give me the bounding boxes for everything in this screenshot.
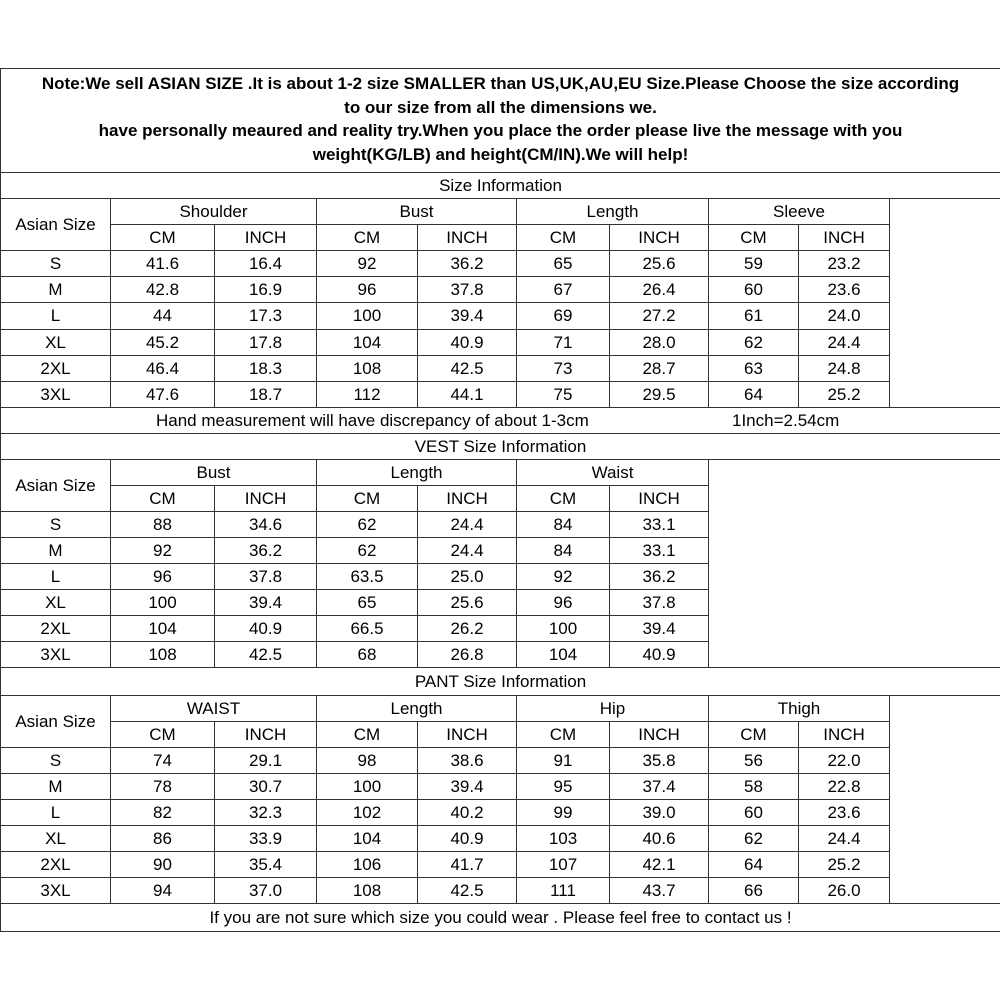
measurement-cell: 37.8 xyxy=(609,589,709,616)
measurement-cell: 108 xyxy=(316,355,418,382)
measurement-cell: 16.9 xyxy=(214,276,317,303)
size-label-cell: M xyxy=(0,537,111,564)
measurement-cell: 25.2 xyxy=(798,851,890,878)
measurement-cell: 107 xyxy=(516,851,610,878)
measurement-cell: 29.1 xyxy=(214,747,317,774)
note-line: Note:We sell ASIAN SIZE .It is about 1-2 size SMALLER than US,UK,AU,EU Size.Please Choose the size according xyxy=(41,74,960,93)
measurement-cell: 102 xyxy=(316,799,418,826)
measurement-cell: 62 xyxy=(708,329,799,356)
size-label-cell: XL xyxy=(0,589,111,616)
unit-header-inch: INCH xyxy=(798,721,890,748)
measure-group-header: Bust xyxy=(110,459,317,486)
measurement-cell: 24.4 xyxy=(798,329,890,356)
measure-group-header: Hip xyxy=(516,695,709,722)
measurement-cell: 35.4 xyxy=(214,851,317,878)
size-label-cell: 2XL xyxy=(0,355,111,382)
empty-area xyxy=(708,459,1000,668)
unit-header-cm: CM xyxy=(110,485,215,512)
size-label-cell: XL xyxy=(0,329,111,356)
section-title: VEST Size Information xyxy=(0,433,1000,460)
size-label-cell: L xyxy=(0,563,111,590)
size-column-header: Asian Size xyxy=(0,695,111,748)
measurement-cell: 108 xyxy=(110,641,215,668)
measurement-cell: 63.5 xyxy=(316,563,418,590)
measurement-cell: 23.2 xyxy=(798,250,890,277)
unit-header-cm: CM xyxy=(708,721,799,748)
measurement-cell: 17.3 xyxy=(214,302,317,330)
measurement-cell: 24.4 xyxy=(417,511,517,538)
measurement-cell: 67 xyxy=(516,276,610,303)
measurement-cell: 100 xyxy=(316,773,418,800)
measurement-cell: 58 xyxy=(708,773,799,800)
measurement-cell: 84 xyxy=(516,511,610,538)
measurement-cell: 92 xyxy=(316,250,418,277)
measurement-cell: 24.4 xyxy=(798,825,890,852)
measurement-cell: 106 xyxy=(316,851,418,878)
measurement-cell: 45.2 xyxy=(110,329,215,356)
size-column-header: Asian Size xyxy=(0,459,111,512)
measurement-cell: 42.5 xyxy=(214,641,317,668)
measurement-cell: 39.4 xyxy=(214,589,317,616)
measurement-cell: 28.0 xyxy=(609,329,709,356)
size-label-cell: L xyxy=(0,799,111,826)
measurement-cell: 28.7 xyxy=(609,355,709,382)
measurement-cell: 39.4 xyxy=(417,773,517,800)
measurement-cell: 29.5 xyxy=(609,381,709,408)
measurement-cell: 36.2 xyxy=(417,250,517,277)
measurement-cell: 60 xyxy=(708,276,799,303)
measurement-cell: 62 xyxy=(316,511,418,538)
measurement-cell: 78 xyxy=(110,773,215,800)
measurement-cell: 60 xyxy=(708,799,799,826)
measurement-cell: 41.6 xyxy=(110,250,215,277)
measurement-cell: 23.6 xyxy=(798,799,890,826)
measurement-cell: 59 xyxy=(708,250,799,277)
unit-header-inch: INCH xyxy=(214,485,317,512)
size-label-cell: XL xyxy=(0,825,111,852)
conversion-note: 1Inch=2.54cm xyxy=(732,410,840,430)
measure-group-header: Thigh xyxy=(708,695,890,722)
unit-header-inch: INCH xyxy=(417,485,517,512)
measurement-cell: 90 xyxy=(110,851,215,878)
measurement-cell: 73 xyxy=(516,355,610,382)
unit-header-inch: INCH xyxy=(798,224,890,251)
measure-group-header: Length xyxy=(316,459,517,486)
measurement-cell: 61 xyxy=(708,302,799,330)
note-line: weight(KG/LB) and height(CM/IN).We will help! xyxy=(312,144,689,164)
measurement-cell: 25.0 xyxy=(417,563,517,590)
measurement-cell: 82 xyxy=(110,799,215,826)
size-label-cell: S xyxy=(0,511,111,538)
size-label-cell: M xyxy=(0,773,111,800)
measurement-cell: 44 xyxy=(110,302,215,330)
section-title: Size Information xyxy=(0,172,1000,199)
measurement-cell: 37.8 xyxy=(214,563,317,590)
measure-group-header: Length xyxy=(316,695,517,722)
footer-note: If you are not sure which size you could wear . Please feel free to contact us ! xyxy=(0,903,1000,932)
measurement-cell: 104 xyxy=(516,641,610,668)
measurement-cell: 62 xyxy=(708,825,799,852)
measurement-cell: 26.8 xyxy=(417,641,517,668)
measurement-cell: 104 xyxy=(316,825,418,852)
size-column-header: Asian Size xyxy=(0,198,111,251)
unit-header-cm: CM xyxy=(110,721,215,748)
measure-group-header: Length xyxy=(516,198,709,225)
measurement-cell: 25.2 xyxy=(798,381,890,408)
measurement-cell: 38.6 xyxy=(417,747,517,774)
measurement-cell: 39.4 xyxy=(609,615,709,642)
measure-group-header: Waist xyxy=(516,459,709,486)
measurement-cell: 26.2 xyxy=(417,615,517,642)
measurement-cell: 71 xyxy=(516,329,610,356)
measurement-cell: 64 xyxy=(708,381,799,408)
measurement-cell: 32.3 xyxy=(214,799,317,826)
unit-header-inch: INCH xyxy=(609,721,709,748)
measurement-cell: 43.7 xyxy=(609,877,709,904)
size-label-cell: M xyxy=(0,276,111,303)
measurement-cell: 47.6 xyxy=(110,381,215,408)
unit-header-inch: INCH xyxy=(417,224,517,251)
measurement-cell: 24.4 xyxy=(417,537,517,564)
empty-area xyxy=(889,695,1000,904)
measurement-cell: 88 xyxy=(110,511,215,538)
measurement-cell: 66 xyxy=(708,877,799,904)
measurement-cell: 26.4 xyxy=(609,276,709,303)
measurement-cell: 40.9 xyxy=(417,329,517,356)
measurement-cell: 33.9 xyxy=(214,825,317,852)
note-line: to our size from all the dimensions we. xyxy=(344,97,657,117)
size-label-cell: S xyxy=(0,250,111,277)
measurement-cell: 42.5 xyxy=(417,355,517,382)
measurement-cell: 46.4 xyxy=(110,355,215,382)
section-title: PANT Size Information xyxy=(0,667,1000,696)
measurement-cell: 91 xyxy=(516,747,610,774)
unit-header-cm: CM xyxy=(316,721,418,748)
unit-header-cm: CM xyxy=(110,224,215,251)
measurement-cell: 26.0 xyxy=(798,877,890,904)
measure-group-header: WAIST xyxy=(110,695,317,722)
measurement-cell: 18.3 xyxy=(214,355,317,382)
measure-group-header: Bust xyxy=(316,198,517,225)
unit-header-cm: CM xyxy=(516,721,610,748)
size-label-cell: 2XL xyxy=(0,615,111,642)
measurement-cell: 36.2 xyxy=(609,563,709,590)
measurement-cell: 40.9 xyxy=(609,641,709,668)
measurement-cell: 42.8 xyxy=(110,276,215,303)
measurement-cell: 22.8 xyxy=(798,773,890,800)
measurement-cell: 24.8 xyxy=(798,355,890,382)
measurement-cell: 44.1 xyxy=(417,381,517,408)
measurement-cell: 112 xyxy=(316,381,418,408)
unit-header-cm: CM xyxy=(316,224,418,251)
measure-group-header: Shoulder xyxy=(110,198,317,225)
measurement-cell: 37.4 xyxy=(609,773,709,800)
measurement-cell: 37.0 xyxy=(214,877,317,904)
measurement-cell: 99 xyxy=(516,799,610,826)
size-label-cell: S xyxy=(0,747,111,774)
measurement-cell: 40.6 xyxy=(609,825,709,852)
measurement-cell: 34.6 xyxy=(214,511,317,538)
measurement-cell: 56 xyxy=(708,747,799,774)
measurement-cell: 66.5 xyxy=(316,615,418,642)
measurement-cell: 96 xyxy=(516,589,610,616)
measurement-cell: 35.8 xyxy=(609,747,709,774)
measurement-cell: 92 xyxy=(110,537,215,564)
size-label-cell: 2XL xyxy=(0,851,111,878)
measurement-cell: 25.6 xyxy=(417,589,517,616)
unit-header-inch: INCH xyxy=(609,485,709,512)
unit-header-cm: CM xyxy=(708,224,799,251)
measurement-cell: 27.2 xyxy=(609,302,709,330)
measurement-cell: 40.9 xyxy=(417,825,517,852)
unit-header-inch: INCH xyxy=(214,721,317,748)
measurement-cell: 86 xyxy=(110,825,215,852)
unit-header-inch: INCH xyxy=(417,721,517,748)
unit-header-cm: CM xyxy=(516,485,610,512)
measurement-cell: 98 xyxy=(316,747,418,774)
measurement-cell: 100 xyxy=(316,302,418,330)
measurement-cell: 39.0 xyxy=(609,799,709,826)
unit-header-inch: INCH xyxy=(609,224,709,251)
measurement-cell: 104 xyxy=(110,615,215,642)
size-note xyxy=(0,68,1000,173)
size-label-cell: 3XL xyxy=(0,641,111,668)
measurement-cell: 41.7 xyxy=(417,851,517,878)
measurement-cell: 111 xyxy=(516,877,610,904)
measurement-cell: 103 xyxy=(516,825,610,852)
measurement-cell: 64 xyxy=(708,851,799,878)
size-label-cell: 3XL xyxy=(0,381,111,408)
measurement-cell: 25.6 xyxy=(609,250,709,277)
measurement-cell: 100 xyxy=(110,589,215,616)
note-line: have personally meaured and reality try.When you place the order please live the message with you xyxy=(98,121,903,140)
measurement-cell: 69 xyxy=(516,302,610,330)
measurement-cell: 23.6 xyxy=(798,276,890,303)
unit-header-cm: CM xyxy=(516,224,610,251)
measurement-cell: 95 xyxy=(516,773,610,800)
measurement-cell: 22.0 xyxy=(798,747,890,774)
measurement-cell: 63 xyxy=(708,355,799,382)
measurement-cell: 65 xyxy=(316,589,418,616)
measurement-cell: 108 xyxy=(316,877,418,904)
measurement-cell: 16.4 xyxy=(214,250,317,277)
measurement-cell: 37.8 xyxy=(417,276,517,303)
measurement-cell: 94 xyxy=(110,877,215,904)
measurement-cell: 84 xyxy=(516,537,610,564)
measurement-cell: 96 xyxy=(110,563,215,590)
measurement-cell: 104 xyxy=(316,329,418,356)
measurement-cell: 39.4 xyxy=(417,302,517,330)
measurement-cell: 33.1 xyxy=(609,537,709,564)
measurement-note: Hand measurement will have discrepancy of about 1-3cm xyxy=(156,410,589,430)
measurement-cell: 24.0 xyxy=(798,302,890,330)
measurement-cell: 33.1 xyxy=(609,511,709,538)
measure-group-header: Sleeve xyxy=(708,198,890,225)
measurement-cell: 40.9 xyxy=(214,615,317,642)
measurement-cell: 36.2 xyxy=(214,537,317,564)
measurement-cell: 65 xyxy=(516,250,610,277)
measurement-cell: 68 xyxy=(316,641,418,668)
measurement-cell: 42.1 xyxy=(609,851,709,878)
measurement-cell: 42.5 xyxy=(417,877,517,904)
measurement-cell: 17.8 xyxy=(214,329,317,356)
measurement-cell: 100 xyxy=(516,615,610,642)
size-label-cell: 3XL xyxy=(0,877,111,904)
measurement-cell: 92 xyxy=(516,563,610,590)
measurement-cell: 74 xyxy=(110,747,215,774)
measurement-cell: 75 xyxy=(516,381,610,408)
empty-area xyxy=(889,198,1000,408)
measurement-cell: 40.2 xyxy=(417,799,517,826)
measurement-note-row xyxy=(0,407,1000,434)
measurement-cell: 18.7 xyxy=(214,381,317,408)
unit-header-cm: CM xyxy=(316,485,418,512)
unit-header-inch: INCH xyxy=(214,224,317,251)
measurement-cell: 30.7 xyxy=(214,773,317,800)
measurement-cell: 96 xyxy=(316,276,418,303)
size-label-cell: L xyxy=(0,302,111,330)
measurement-cell: 62 xyxy=(316,537,418,564)
